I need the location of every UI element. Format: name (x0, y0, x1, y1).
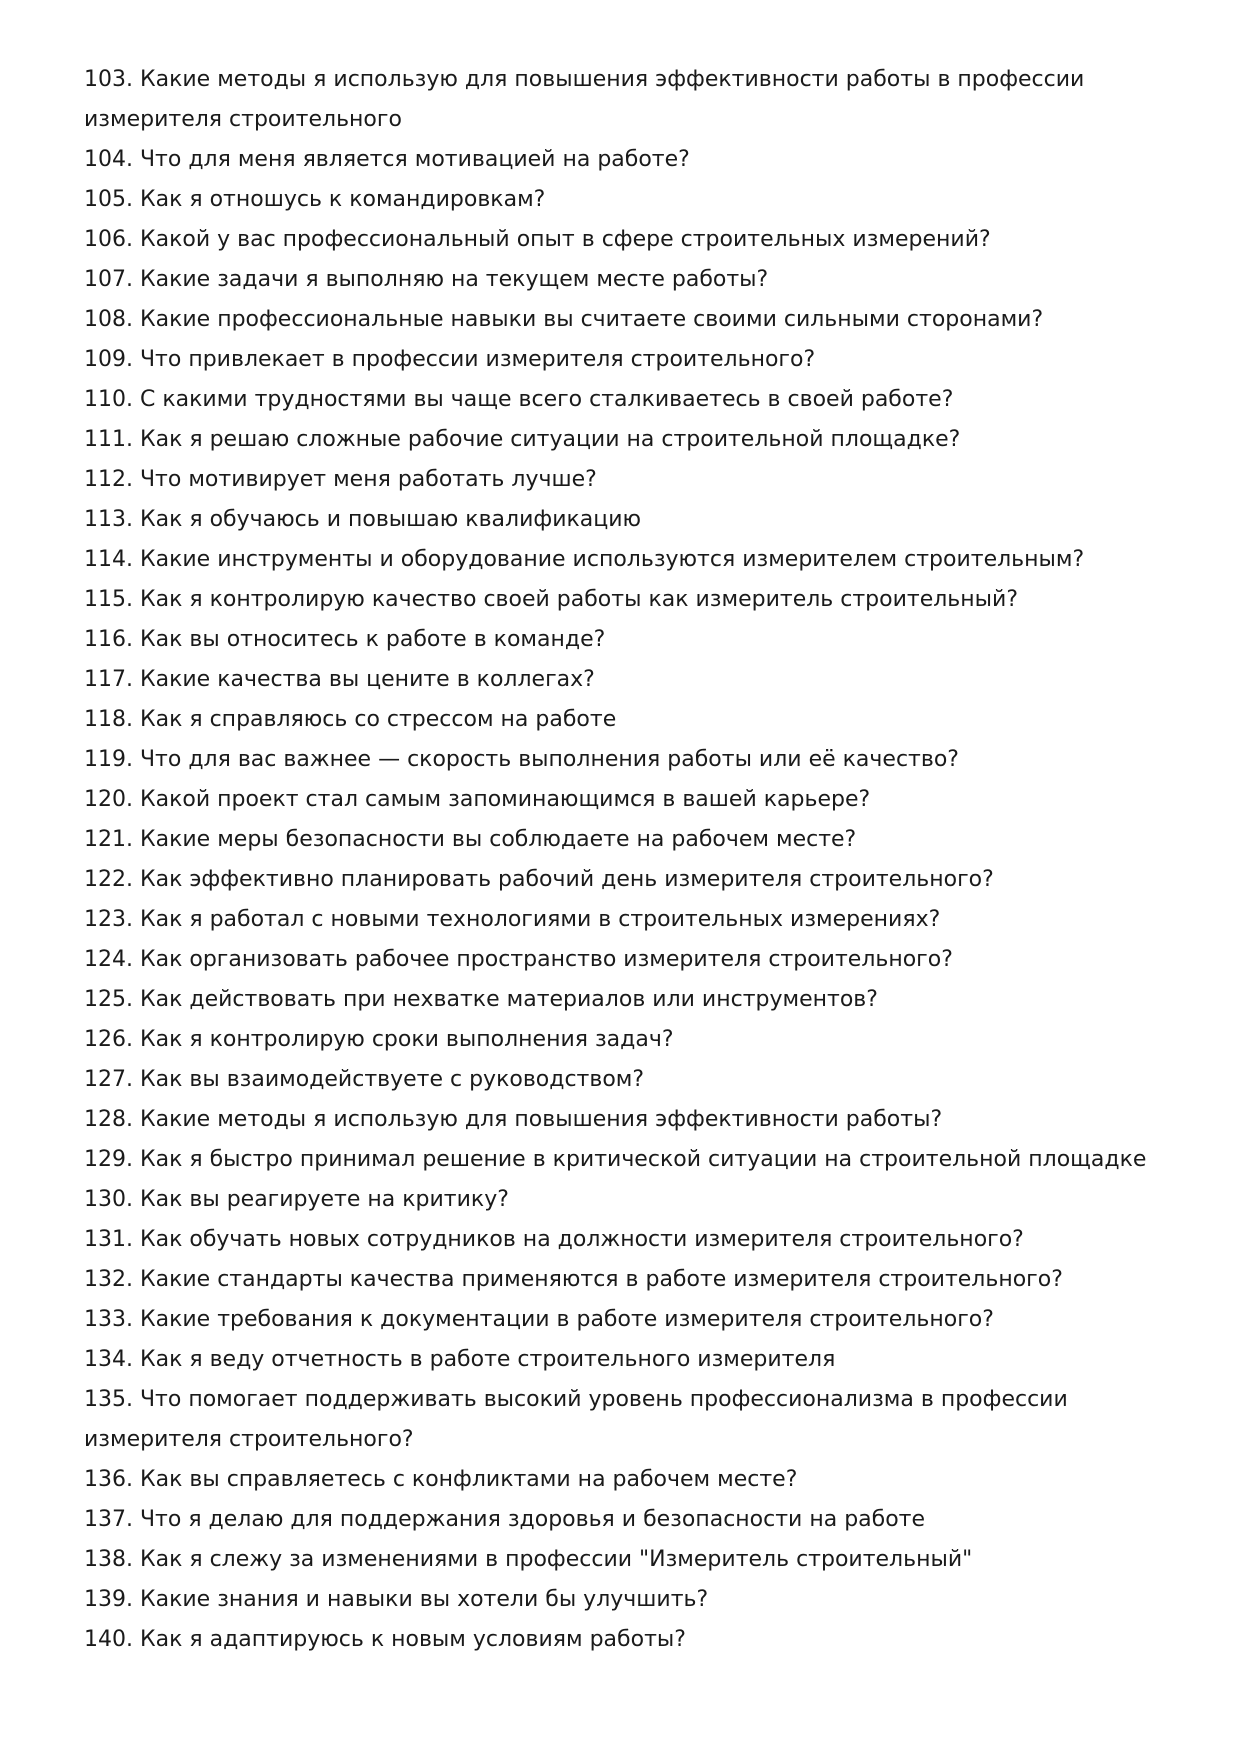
question-item: 132. Какие стандарты качества применяются в работе измерителя строительного? (84, 1267, 1063, 1292)
question-item: 110. С какими трудностями вы чаще всего сталкиваетесь в своей работе? (84, 387, 954, 412)
question-item: 108. Какие профессиональные навыки вы считаете своими сильными сторонами? (84, 307, 1044, 332)
question-item: 111. Как я решаю сложные рабочие ситуации на строительной площадке? (84, 427, 961, 452)
question-list (84, 60, 1164, 1660)
question-item: 116. Как вы относитесь к работе в команде? (84, 627, 606, 652)
question-item: 134. Как я веду отчетность в работе строительного измерителя (84, 1347, 836, 1372)
question-item: 128. Какие методы я использую для повышения эффективности работы? (84, 1107, 943, 1132)
question-item: 127. Как вы взаимодействуете с руководством? (84, 1067, 645, 1092)
question-item: 123. Как я работал с новыми технологиями в строительных измерениях? (84, 907, 941, 932)
question-item: 136. Как вы справляетесь с конфликтами на рабочем месте? (84, 1467, 798, 1492)
question-item: 135. Что помогает поддерживать высокий уровень профессионализма в профессии измерителя строительного? (84, 1387, 1068, 1452)
question-item: 133. Какие требования к документации в работе измерителя строительного? (84, 1307, 994, 1332)
question-item: 125. Как действовать при нехватке материалов или инструментов? (84, 987, 878, 1012)
question-item: 140. Как я адаптируюсь к новым условиям работы? (84, 1627, 686, 1652)
question-item: 117. Какие качества вы цените в коллегах? (84, 667, 595, 692)
question-item: 105. Как я отношусь к командировкам? (84, 187, 546, 212)
question-item: 121. Какие меры безопасности вы соблюдаете на рабочем месте? (84, 827, 857, 852)
question-item: 113. Как я обучаюсь и повышаю квалификацию (84, 507, 642, 532)
question-item: 137. Что я делаю для поддержания здоровья и безопасности на работе (84, 1507, 926, 1532)
question-item: 107. Какие задачи я выполняю на текущем месте работы? (84, 267, 769, 292)
question-item: 118. Как я справляюсь со стрессом на работе (84, 707, 617, 732)
question-item: 115. Как я контролирую качество своей работы как измеритель строительный? (84, 587, 1019, 612)
question-item: 114. Какие инструменты и оборудование используются измерителем строительным? (84, 547, 1085, 572)
question-item: 119. Что для вас важнее — скорость выполнения работы или её качество? (84, 747, 959, 772)
question-item: 124. Как организовать рабочее пространство измерителя строительного? (84, 947, 953, 972)
question-item: 126. Как я контролирую сроки выполнения задач? (84, 1027, 674, 1052)
question-item: 104. Что для меня является мотивацией на работе? (84, 147, 690, 172)
question-item: 103. Какие методы я использую для повышения эффективности работы в профессии измерителя строительного (84, 67, 1085, 132)
question-item: 138. Как я слежу за изменениями в профессии "Измеритель строительный" (84, 1547, 973, 1572)
question-item: 129. Как я быстро принимал решение в критической ситуации на строительной площадке (84, 1147, 1147, 1172)
question-item: 122. Как эффективно планировать рабочий день измерителя строительного? (84, 867, 994, 892)
question-item: 109. Что привлекает в профессии измерителя строительного? (84, 347, 816, 372)
question-item: 131. Как обучать новых сотрудников на должности измерителя строительного? (84, 1227, 1024, 1252)
question-item: 139. Какие знания и навыки вы хотели бы улучшить? (84, 1587, 709, 1612)
question-item: 130. Как вы реагируете на критику? (84, 1187, 509, 1212)
question-item: 106. Какой у вас профессиональный опыт в сфере строительных измерений? (84, 227, 991, 252)
question-item: 112. Что мотивирует меня работать лучше? (84, 467, 597, 492)
question-item: 120. Какой проект стал самым запоминающимся в вашей карьере? (84, 787, 871, 812)
